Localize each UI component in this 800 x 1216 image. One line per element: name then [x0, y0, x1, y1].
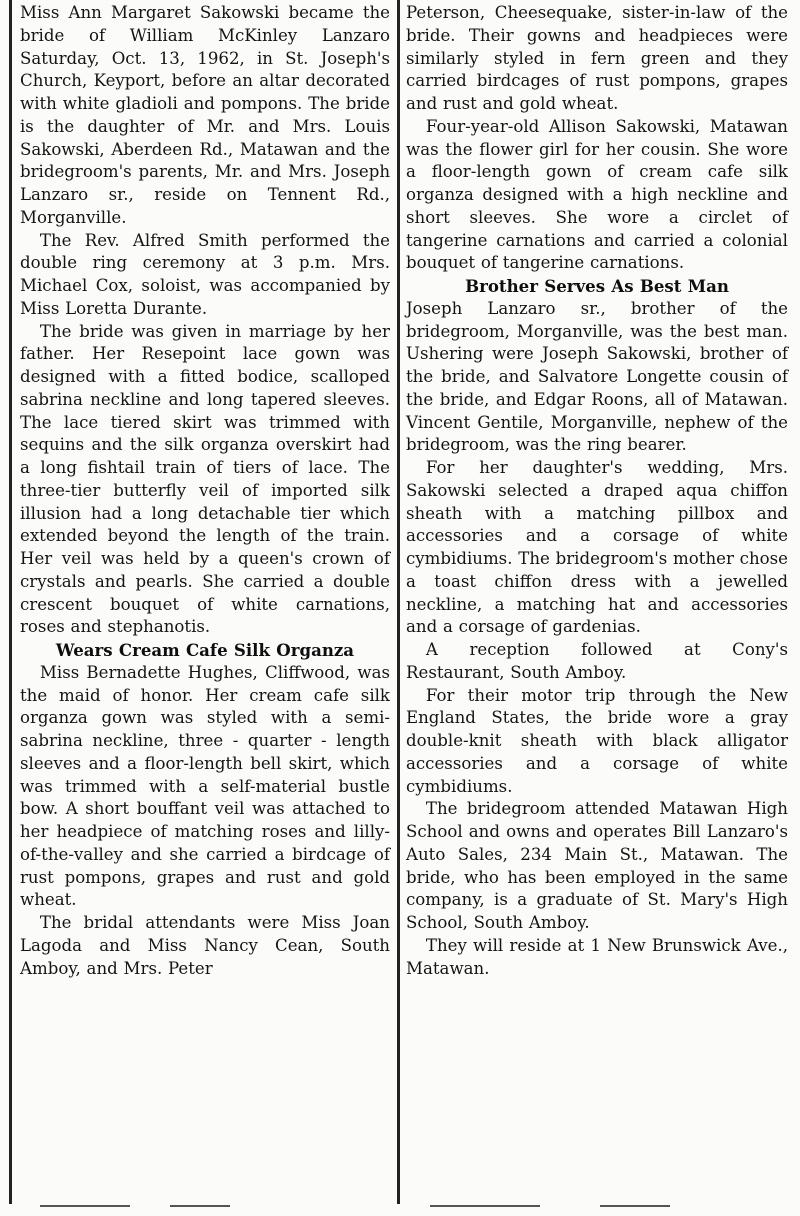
paragraph-ceremony: The Rev. Alfred Smith performed the double ring ceremony at 3 p.m. Mrs. Michael Cox, soloist, was accompanied by Miss Loretta Durante.	[20, 230, 390, 318]
paragraph-residence: They will reside at 1 New Brunswick Ave., Matawan.	[406, 935, 788, 978]
paragraph-maid-of-honor: Miss Bernadette Hughes, Cliffwood, was the maid of honor. Her cream cafe silk organza gown was styled with a semi-sabrina neckline, three - quarter - length sleeves and a floor-length bell skirt, which was trimmed with a self-material bustle bow. A short bouffant veil was attached to her headpiece of matching roses and lilly-of-the-valley and she carried a birdcage of rust pompons, grapes and rust and gold wheat.	[20, 662, 390, 910]
paragraph-mothers-attire: For her daughter's wedding, Mrs. Sakowski selected a draped aqua chiffon sheath with a matching pillbox and accessories and a corsage of white cymbidiums. The bridegroom's mother chose a toast chiffon dress with a jewelled neckline, a matching hat and accessories and a corsage of gardenias.	[406, 458, 788, 637]
paragraph-flower-girl: Four-year-old Allison Sakowski, Matawan was the flower girl for her cousin. She wore a floor-length gown of cream cafe silk organza designed with a high neckline and short sleeves. She wore a circlet of tangerine carnations and carried a colonial bouquet of tangerine carnations.	[406, 116, 788, 273]
bottom-edge-mark	[40, 1205, 130, 1207]
bottom-edge-mark	[170, 1205, 230, 1207]
bottom-edge-mark	[430, 1205, 540, 1207]
paragraph-wedding-intro: Miss Ann Margaret Sakowski became the bride of William McKinley Lanzaro Saturday, Oct. 13, 1962, in St. Joseph's Church, Keyport, before an altar decorated with white gladioli and pompons. The bride is the daughter of Mr. and Mrs. Louis Sakowski, Aberdeen Rd., Matawan and the bridegroom's parents, Mr. and Mrs. Joseph Lanzaro sr., reside on Tennent Rd., Morganville.	[20, 3, 390, 227]
left-column-rule	[9, 0, 12, 1208]
subhead-cream-cafe: Wears Cream Cafe Silk Organza	[55, 640, 355, 660]
bottom-edge-mark	[600, 1205, 670, 1207]
paragraph-attendants-continued: Peterson, Cheesequake, sister-in-law of the bride. Their gowns and headpieces were similarly styled in fern green and they carried birdcages of rust pompons, grapes and rust and gold wheat.	[406, 3, 788, 113]
paragraph-bridal-attendants: The bridal attendants were Miss Joan Lagoda and Miss Nancy Cean, South Amboy, and Mrs. Peter	[20, 913, 390, 978]
right-column	[406, 2, 788, 980]
column-divider-rule	[397, 0, 400, 1208]
paragraph-wedding-trip: For their motor trip through the New England States, the bride wore a gray double-knit sheath with black alligator accessories and a corsage of white cymbidiums.	[406, 685, 788, 796]
paragraph-bridal-gown: The bride was given in marriage by her father. Her Resepoint lace gown was designed with a fitted bodice, scalloped sabrina neckline and long tapered sleeves. The lace tiered skirt was trimmed with sequins and the silk organza overskirt had a long fishtail train of tiers of lace. The three-tier butterfly veil of imported silk illusion had a long detachable tier which extended beyond the length of the train. Her veil was held by a queen's crown of crystals and pearls. She carried a double crescent bouquet of white carnations, roses and stephanotis.	[20, 321, 390, 637]
subhead-best-man: Brother Serves As Best Man	[465, 276, 729, 296]
paragraph-reception: A reception followed at Cony's Restaurant, South Amboy.	[406, 640, 788, 682]
paragraph-bridegroom-bio: The bridegroom attended Matawan High School and owns and operates Bill Lanzaro's Auto Sales, 234 Main St., Matawan. The bride, who has been employed in the same company, is a graduate of St. Mary's High School, South Amboy.	[406, 799, 788, 932]
paragraph-best-man: Joseph Lanzaro sr., brother of the bridegroom, Morganville, was the best man. Ushering were Joseph Sakowski, brother of the bride, and Salvatore Longette cousin of the bride, and Edgar Roons, all of Matawan. Vincent Gentile, Morganville, nephew of the bridegroom, was the ring bearer.	[406, 298, 788, 455]
left-column	[20, 2, 390, 980]
